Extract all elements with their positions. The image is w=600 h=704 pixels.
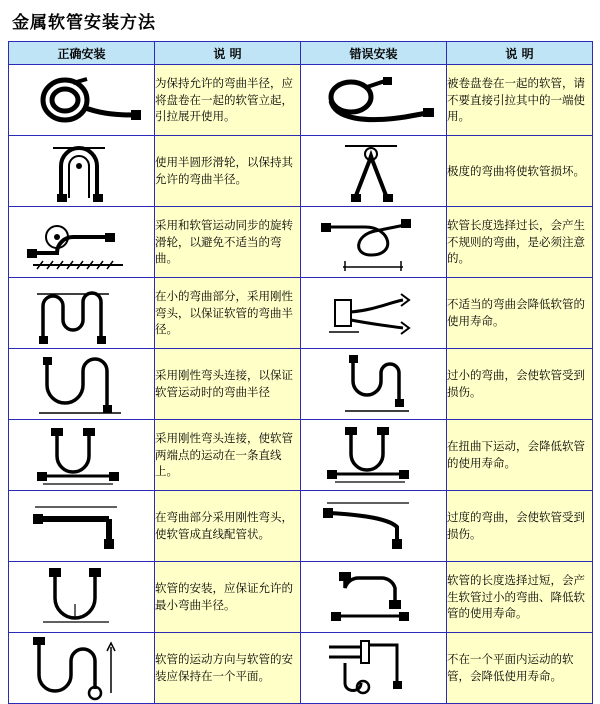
table-row: [9, 278, 593, 349]
correct-description: 为保持允许的弯曲半径，应将盘卷在一起的软管立起，引拉展开使用。: [155, 65, 301, 136]
header-wrong-installation: 错误安装: [301, 42, 447, 65]
wrong-description: 被卷盘卷在一起的软管，请不要直接引拉其中的一端使用。: [447, 65, 593, 136]
correct-figure-cell: [9, 207, 155, 278]
rigid-elbow-straight-line-motion-diagram: [13, 422, 151, 488]
correct-description: 使用半圆形滑轮，以保持其允许的弯曲半径。: [155, 136, 301, 207]
wrong-description: 极度的弯曲将使软管损坏。: [447, 136, 593, 207]
correct-description: 软管的安装，应保证允许的最小弯曲半径。: [155, 562, 301, 633]
page-title: 金属软管安装方法: [12, 13, 156, 33]
coiled-hose-pulled-straight-diagram: [305, 67, 443, 133]
excess-length-irregular-bend-diagram: [305, 209, 443, 275]
header-correct-description: 说 明: [155, 42, 301, 65]
correct-description: 采用刚性弯头连接，使软管两端点的运动在一条直线上。: [155, 420, 301, 491]
wrong-figure-cell: [301, 420, 447, 491]
rigid-elbow-at-bend-straight-piping-diagram: [13, 493, 151, 559]
sharp-bend-over-pulley-diagram: [305, 138, 443, 204]
semicircular-sheave-diagram: [13, 138, 151, 204]
correct-figure-cell: [9, 420, 155, 491]
table-row: [9, 207, 593, 278]
table-row: [9, 420, 593, 491]
correct-figure-cell: [9, 349, 155, 420]
table-row: [9, 491, 593, 562]
table-row: [9, 136, 593, 207]
wrong-figure-cell: [301, 349, 447, 420]
correct-description: 在弯曲部分采用刚性弯头，使软管成直线配管状。: [155, 491, 301, 562]
correct-description: 采用和软管运动同步的旋转滑轮，以避免不适当的弯曲。: [155, 207, 301, 278]
header-correct-installation: 正确安装: [9, 42, 155, 65]
wrong-figure-cell: [301, 491, 447, 562]
improper-bend-reduces-life-diagram: [305, 280, 443, 346]
wrong-description: 软管的长度选择过短，会产生软管过小的弯曲、降低软管的使用寿命。: [447, 562, 593, 633]
wrong-description: 在扭曲下运动，会降低软管的使用寿命。: [447, 420, 593, 491]
header-wrong-description: 说 明: [447, 42, 593, 65]
wrong-description: 过度的弯曲，会使软管受到损伤。: [447, 491, 593, 562]
wrong-description: 软管长度选择过长，会产生不规则的弯曲，是必须注意的。: [447, 207, 593, 278]
wrong-figure-cell: [301, 633, 447, 704]
correct-figure-cell: [9, 562, 155, 633]
table-row: [9, 65, 593, 136]
wrong-figure-cell: [301, 136, 447, 207]
wrong-description: 过小的弯曲，会使软管受到损伤。: [447, 349, 593, 420]
torsion-motion-reduces-life-diagram: [305, 422, 443, 488]
synchronized-rotating-sheave-diagram: [13, 209, 151, 275]
wrong-figure-cell: [301, 278, 447, 349]
correct-description: 采用刚性弯头连接，以保证软管运动时的弯曲半径: [155, 349, 301, 420]
installation-methods-table: [8, 41, 593, 704]
minimum-bend-radius-installation-diagram: [13, 564, 151, 630]
too-small-bend-damage-diagram: [305, 351, 443, 417]
table-header-row: [9, 42, 593, 65]
correct-figure-cell: [9, 136, 155, 207]
wrong-figure-cell: [301, 562, 447, 633]
coiled-hose-roll-diagram: [13, 67, 151, 133]
table-row: [9, 349, 593, 420]
correct-description: 软管的运动方向与软管的安装应保持在一个平面。: [155, 633, 301, 704]
correct-figure-cell: [9, 65, 155, 136]
correct-figure-cell: [9, 491, 155, 562]
rigid-bend-small-radius-diagram: [13, 280, 151, 346]
out-of-plane-motion-diagram: [305, 635, 443, 701]
wrong-description: 不适当的弯曲会降低软管的使用寿命。: [447, 278, 593, 349]
too-long-hose-small-bend-diagram: [305, 564, 443, 630]
wrong-description: 不在一个平面内运动的软管，会降低使用寿命。: [447, 633, 593, 704]
excessive-bend-damage-diagram: [305, 493, 443, 559]
correct-figure-cell: [9, 278, 155, 349]
table-row: [9, 562, 593, 633]
wrong-figure-cell: [301, 207, 447, 278]
motion-direction-same-plane-diagram: [13, 635, 151, 701]
table-row: [9, 633, 593, 704]
correct-figure-cell: [9, 633, 155, 704]
wrong-figure-cell: [301, 65, 447, 136]
correct-description: 在小的弯曲部分，采用刚性弯头，以保证软管的弯曲半径。: [155, 278, 301, 349]
rigid-elbow-connection-diagram: [13, 351, 151, 417]
